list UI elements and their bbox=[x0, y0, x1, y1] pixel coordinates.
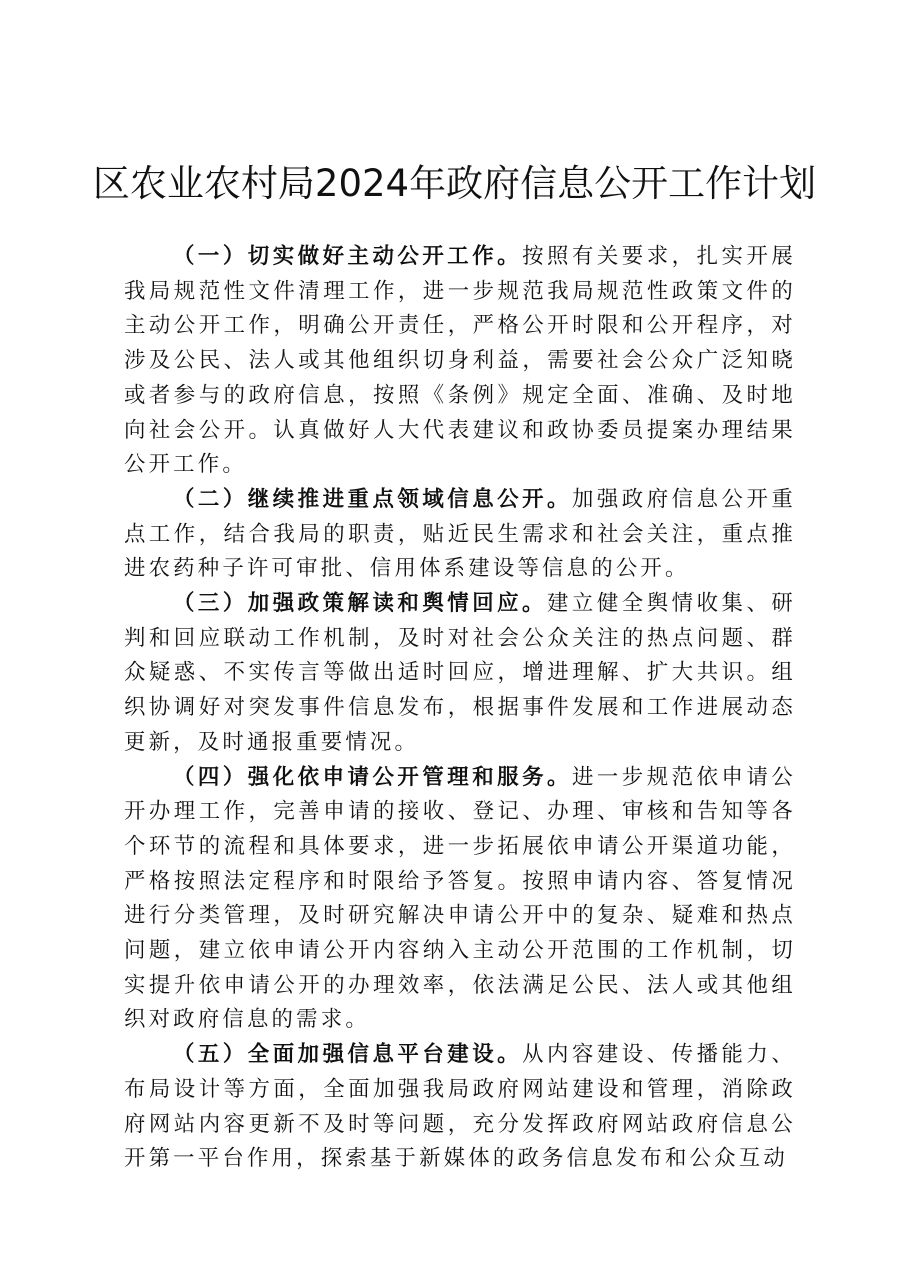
document-title: 区农业农村局2024年政府信息公开工作计划 bbox=[92, 162, 817, 205]
paragraph-text: 按照有关要求，扎实开展我局规范性文件清理工作，进一步规范我局规范性政策文件的主动公开工作，明确公开责任，严格公开时限和公开程序，对涉及公民、法人或其他组织切身利益，需要社会公众广泛知晓或者参与的政府信息，按照《条例》规定全面、准确、及时地向社会公开。认真做好人大代表建议和政协委员提案办理结果公开工作。 bbox=[124, 244, 797, 478]
paragraph-text: 加强政府信息公开重点工作，结合我局的职责，贴近民生需求和社会关注，重点推进农药种子许可审批、信用体系建设等信息的公开。 bbox=[124, 486, 796, 582]
paragraph-5 bbox=[124, 1038, 796, 1177]
paragraph-heading: （二）继续推进重点领域信息公开。 bbox=[173, 486, 572, 512]
paragraph-1 bbox=[124, 240, 796, 483]
paragraph-heading: （五）全面加强信息平台建设。 bbox=[173, 1042, 523, 1068]
paragraph-heading: （三）加强政策解读和舆情回应。 bbox=[173, 591, 547, 617]
paragraph-2 bbox=[124, 483, 796, 587]
paragraph-text: 进一步规范依申请公开办理工作，完善申请的接收、登记、办理、审核和告知等各个环节的流程和具体要求，进一步拓展依申请公开渠道功能，严格按照法定程序和时限给予答复。按照申请内容、答复情况进行分类管理，及时研究解决申请公开中的复杂、疑难和热点问题，建立依申请公开内容纳入主动公开范围的工作机制，切实提升依申请公开的办理效率，依法满足公民、法人或其他组织对政府信息的需求。 bbox=[124, 764, 796, 1033]
paragraph-4 bbox=[124, 761, 796, 1039]
paragraph-heading: （四）强化依申请公开管理和服务。 bbox=[173, 764, 572, 790]
paragraph-text: 从内容建设、传播能力、布局设计等方面，全面加强我局政府网站建设和管理，消除政府网站内容更新不及时等问题，充分发挥政府网站政府信息公开第一平台作用，探索基于新媒体的政务信息发布和公众互动 bbox=[124, 1042, 797, 1172]
paragraph-3 bbox=[124, 587, 796, 761]
paragraph-heading: （一）切实做好主动公开工作。 bbox=[173, 244, 523, 269]
paragraph-text: 建立健全舆情收集、研判和回应联动工作机制，及时对社会公众关注的热点问题、群众疑惑、不实传言等做出适时回应，增进理解、扩大共识。组织协调好对突发事件信息发布，根据事件发展和工作进展动态更新，及时通报重要情况。 bbox=[124, 591, 796, 755]
document-body bbox=[124, 240, 796, 1177]
